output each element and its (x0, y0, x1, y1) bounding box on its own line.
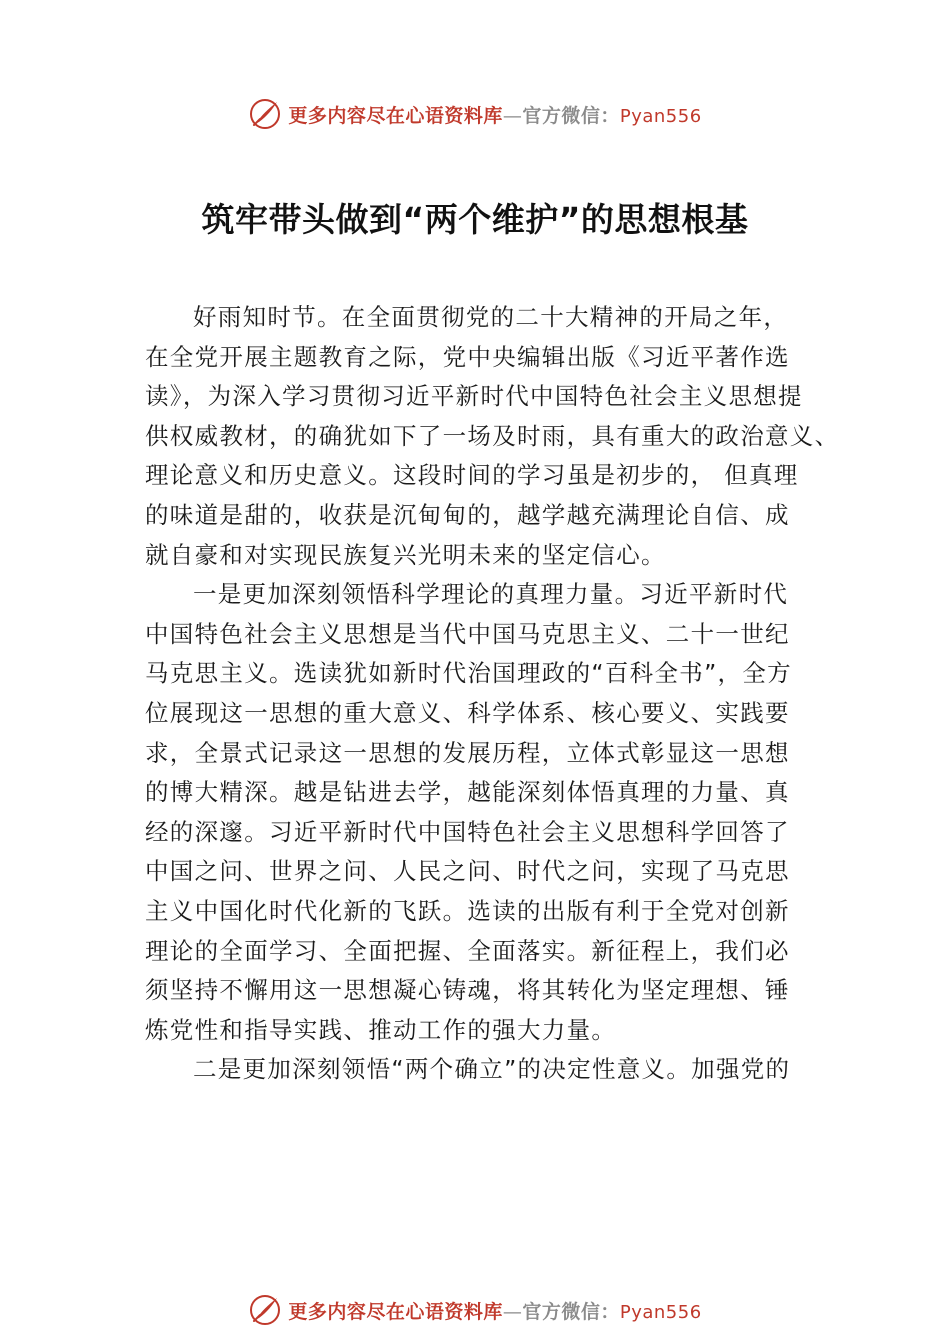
body-line: 好雨知时节。在全面贯彻党的二十大精神的开局之年， (193, 303, 789, 331)
body-line: 位展现这一思想的重大意义、科学体系、核心要义、实践要 (145, 698, 790, 727)
body-line: 供权威教材，的确犹如下了一场及时雨，具有重大的政治意义、 (145, 421, 840, 450)
header-watermark (0, 94, 950, 134)
quill-logo-icon (248, 1293, 282, 1327)
watermark-wechat-id: Pyan556 (619, 1301, 702, 1323)
body-line: 读》，为深入学习贯彻习近平新时代中国特色社会主义思想提 (145, 382, 803, 411)
body-line: 一是更加深刻领悟科学理论的真理力量。习近平新时代 (193, 580, 789, 609)
body-line: 的博大精深。越是钻进去学，越能深刻体悟真理的力量、真 (145, 778, 790, 807)
body-line: 炼党性和指导实践、推动工作的强大力量。 (145, 1015, 617, 1044)
body-line: 主义中国化时代化新的飞跃。选读的出版有利于全党对创新 (145, 896, 790, 925)
watermark-site: 更多内容尽在心语资料库 (288, 104, 503, 127)
body-line: 经的深邃。习近平新时代中国特色社会主义思想科学回答了 (145, 817, 790, 846)
body-line: 中国之问、世界之问、人民之问、时代之问，实现了马克思 (145, 857, 790, 886)
watermark-dash: — (502, 104, 523, 127)
body-line: 须坚持不懈用这一思想凝心铸魂，将其转化为坚定理想、锤 (145, 976, 790, 1005)
body-line: 在全党开展主题教育之际，党中央编辑出版《习近平著作选 (145, 342, 790, 371)
body-line: 的味道是甜的，收获是沉甸甸的，越学越充满理论自信、成 (145, 500, 790, 529)
quill-logo-icon (248, 97, 282, 131)
body-line: 理论意义和历史意义。这段时间的学习虽是初步的， 但真理 (145, 461, 799, 490)
footer-watermark (0, 1290, 950, 1330)
watermark-wechat-label: 官方微信： (522, 104, 620, 127)
document-title: 筑牢带头做到“两个维护”的思想根基 (201, 200, 749, 239)
body-line: 中国特色社会主义思想是当代中国马克思主义、二十一世纪 (145, 619, 790, 648)
watermark-dash: — (502, 1300, 523, 1323)
body-line: 求，全景式记录这一思想的发展历程，立体式彰显这一思想 (145, 738, 790, 767)
watermark-site: 更多内容尽在心语资料库 (288, 1300, 503, 1323)
body-line: 二是更加深刻领悟“两个确立”的决定性意义。加强党的 (193, 1055, 791, 1084)
body-line: 理论的全面学习、全面把握、全面落实。新征程上，我们必 (145, 936, 790, 965)
document-body (145, 298, 845, 1090)
watermark-wechat-id: Pyan556 (619, 105, 702, 127)
watermark-wechat-label: 官方微信： (522, 1300, 620, 1323)
body-line: 就自豪和对实现民族复兴光明未来的坚定信心。 (145, 540, 666, 569)
body-line: 马克思主义。选读犹如新时代治国理政的“百科全书”，全方 (145, 659, 792, 688)
